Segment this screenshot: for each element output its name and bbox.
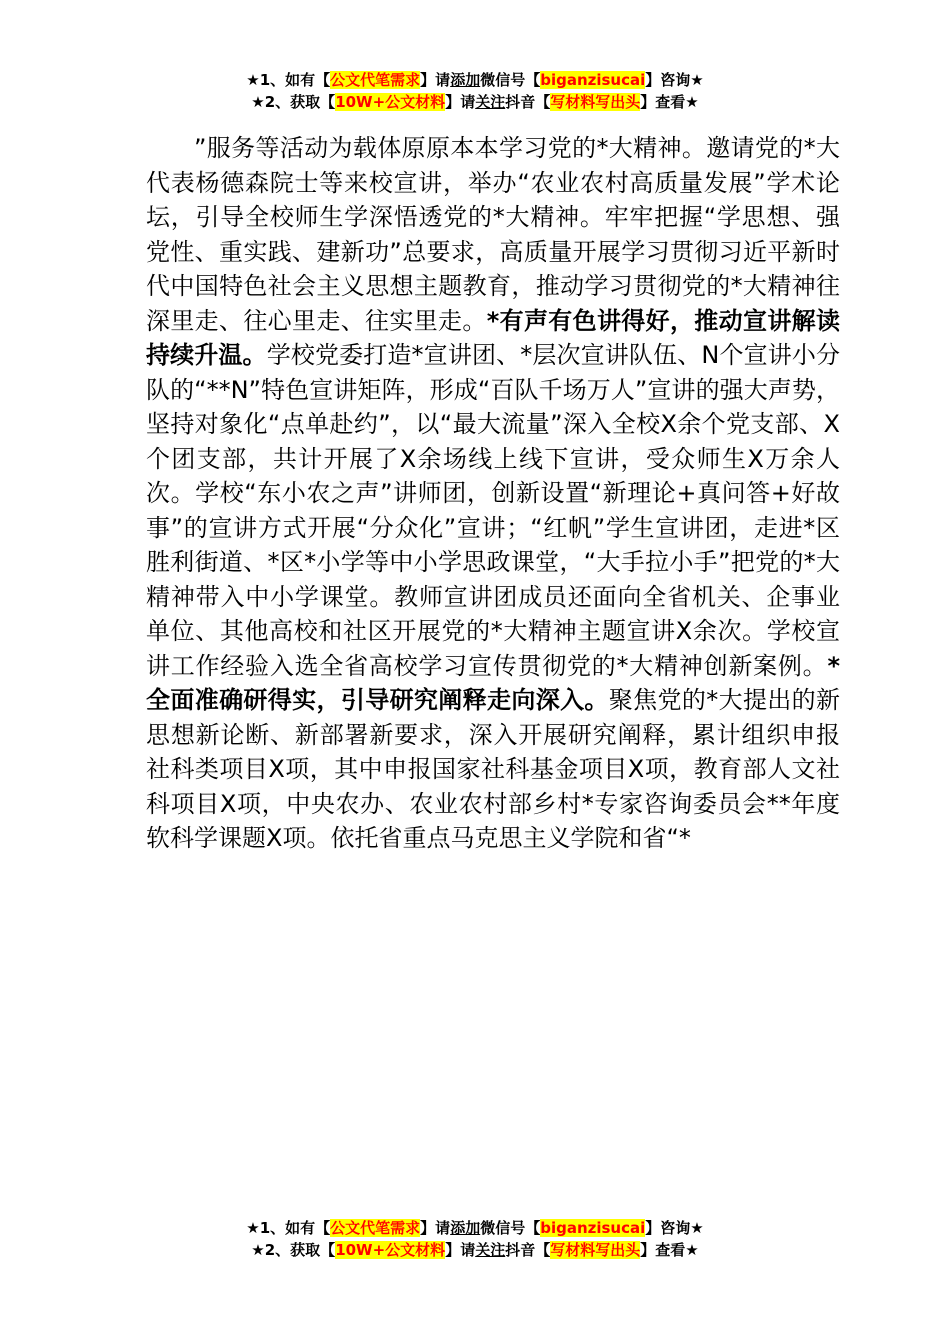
highlight-materials: 10W+公文材料 [335,1241,446,1259]
highlight-douyin: 写材料写出头 [550,93,641,111]
section-heading: *全面准确研得实，引导研究阐释走向深入。 [146,651,840,714]
footer-banner [0,1217,950,1261]
highlight-douyin: 写材料写出头 [550,1241,641,1259]
header-banner [0,69,950,113]
body-paragraph: ”服务等活动为载体原原本本学习党的*大精神。邀请党的*大代表杨德森院士等来校宣讲，举办“农业农村高质量发展”学术论坛，引导全校师生学深悟透党的*大精神。牢牢把握“学思想、强党性、重实践、建新功”总要求，高质量开展学习贯彻习近平新时代中国特色社会主义思想主题教育，推动学习贯彻党的*大精神往深里走、往心里走、往实里走。*有声有色讲得好，推动宣讲解读持续升温。学校党委打造*宣讲团、*层次宣讲队伍、N个宣讲小分队的“**N”特色宣讲矩阵，形成“百队千场万人”宣讲的强大声势，坚持对象化“点单赴约”，以“最大流量”深入全校X余个党支部、X个团支部，共计开展了X余场线上线下宣讲，受众师生X万余人次。学校“东小农之声”讲师团，创新设置“新理论+真问答+好故事”的宣讲方式开展“分众化”宣讲；“红帆”学生宣讲团，走进*区胜利街道、*区*小学等中小学思政课堂，“大手拉小手”把党的*大精神带入中小学课堂。教师宣讲团成员还面向全省机关、企事业单位、其他高校和社区开展党的*大精神主题宣讲X余次。学校宣讲工作经验入选全省高校学习宣传贯彻党的*大精神创新案例。*全面准确研得实，引导研究阐释走向深入。聚焦党的*大提出的新思想新论断、新部署新要求，深入开展研究阐释，累计组织申报社科类项目X项，其中申报国家社科基金项目X项，教育部人文社科项目X项，中央农办、农业农村部乡村*专家咨询委员会**年度软科学课题X项。依托省重点马克思主义学院和省“* [146,134,841,852]
section-heading: *有声有色讲得好，推动宣讲解读持续升温。 [146,306,840,369]
highlight-wechat-id: biganzisucai [540,71,646,89]
banner-line-1: ★1、如有【公文代笔需求】请添加微信号【biganzisucai】咨询★ [246,71,704,89]
highlight-materials: 10W+公文材料 [335,93,446,111]
highlight-wechat-id: biganzisucai [540,1219,646,1237]
highlight-service: 公文代笔需求 [330,71,421,89]
banner-line-2: ★2、获取【10W+公文材料】请关注抖音【写材料写出头】查看★ [251,93,699,111]
banner-line-1: ★1、如有【公文代笔需求】请添加微信号【biganzisucai】咨询★ [246,1219,704,1237]
banner-line-2: ★2、获取【10W+公文材料】请关注抖音【写材料写出头】查看★ [251,1241,699,1259]
highlight-service: 公文代笔需求 [330,1219,421,1237]
document-body [146,131,840,856]
